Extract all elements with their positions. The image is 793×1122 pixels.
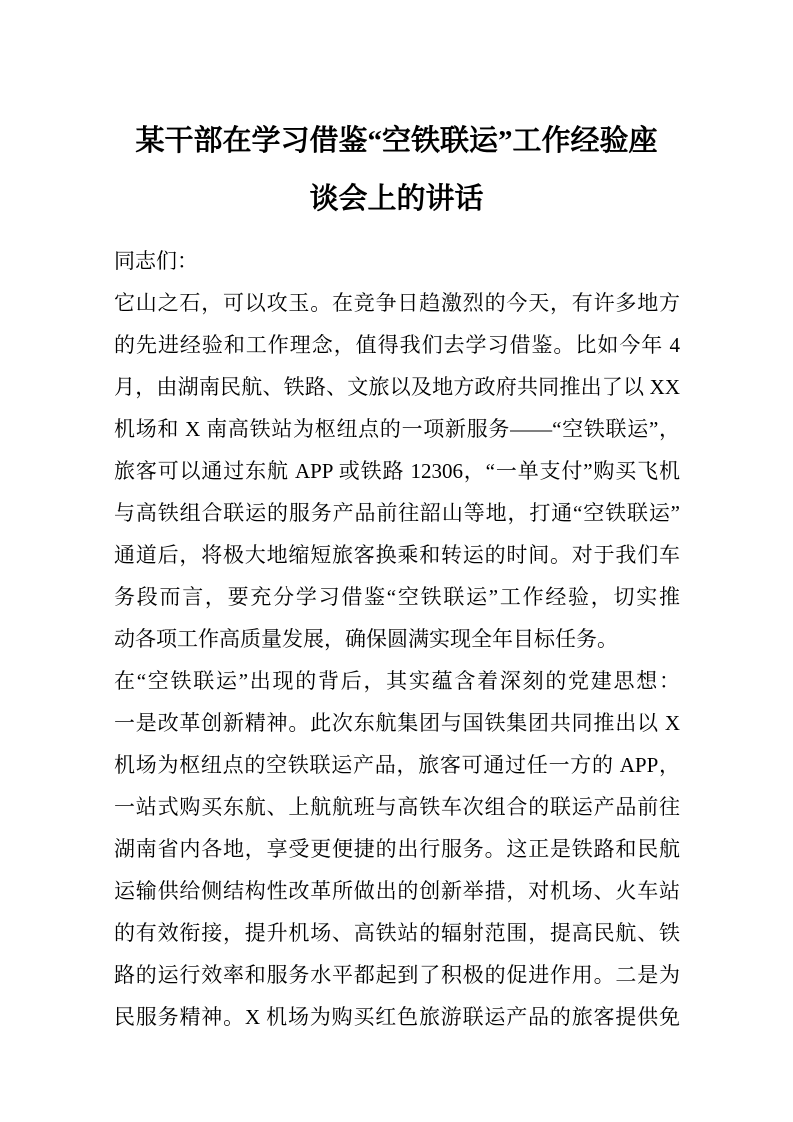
text-line-6: 与高铁组合联运的服务产品前往韶山等地，打通“空铁联运” bbox=[114, 501, 680, 525]
text-line-3: 月，由湖南民航、铁路、文旅以及地方政府共同推出了以 XX bbox=[114, 375, 680, 399]
title-line-2: 谈会上的讲话 bbox=[309, 183, 484, 215]
document-body bbox=[114, 240, 680, 1038]
title-line-1: 某干部在学习借鉴“空铁联运”工作经验座 bbox=[135, 125, 658, 157]
text-line-7: 通道后，将极大地缩短旅客换乘和转运的时间。对于我们车 bbox=[114, 543, 680, 567]
text-line-5: 旅客可以通过东航 APP 或铁路 12306，“一单支付”购买飞机 bbox=[114, 459, 680, 483]
text-line-4: 机场和 X 南高铁站为枢纽点的一项新服务——“空铁联运”， bbox=[114, 417, 680, 441]
text-line-12: 机场为枢纽点的空铁联运产品，旅客可通过任一方的 APP， bbox=[114, 753, 680, 777]
text-line-0: 同志们： bbox=[114, 249, 198, 273]
document-title bbox=[0, 0, 793, 228]
text-line-10: 在“空铁联运”出现的背后，其实蕴含着深刻的党建思想： bbox=[114, 669, 680, 693]
text-line-14: 湖南省内各地，享受更便捷的出行服务。这正是铁路和民航 bbox=[114, 837, 680, 861]
text-line-9: 动各项工作高质量发展，确保圆满实现全年目标任务。 bbox=[114, 627, 618, 651]
text-line-17: 路的运行效率和服务水平都起到了积极的促进作用。二是为 bbox=[114, 963, 680, 987]
text-line-2: 的先进经验和工作理念，值得我们去学习借鉴。比如今年 4 bbox=[114, 333, 680, 357]
text-line-16: 的有效衔接，提升机场、高铁站的辐射范围，提高民航、铁 bbox=[114, 921, 680, 945]
text-line-15: 运输供给侧结构性改革所做出的创新举措，对机场、火车站 bbox=[114, 879, 680, 903]
text-line-18: 民服务精神。X 机场为购买红色旅游联运产品的旅客提供免 bbox=[114, 1005, 680, 1029]
text-line-8: 务段而言，要充分学习借鉴“空铁联运”工作经验，切实推 bbox=[114, 585, 680, 609]
text-line-1: 它山之石，可以攻玉。在竞争日趋激烈的今天，有许多地方 bbox=[114, 291, 680, 315]
text-line-11: 一是改革创新精神。此次东航集团与国铁集团共同推出以 X bbox=[114, 711, 680, 735]
text-line-13: 一站式购买东航、上航航班与高铁车次组合的联运产品前往 bbox=[114, 795, 680, 819]
